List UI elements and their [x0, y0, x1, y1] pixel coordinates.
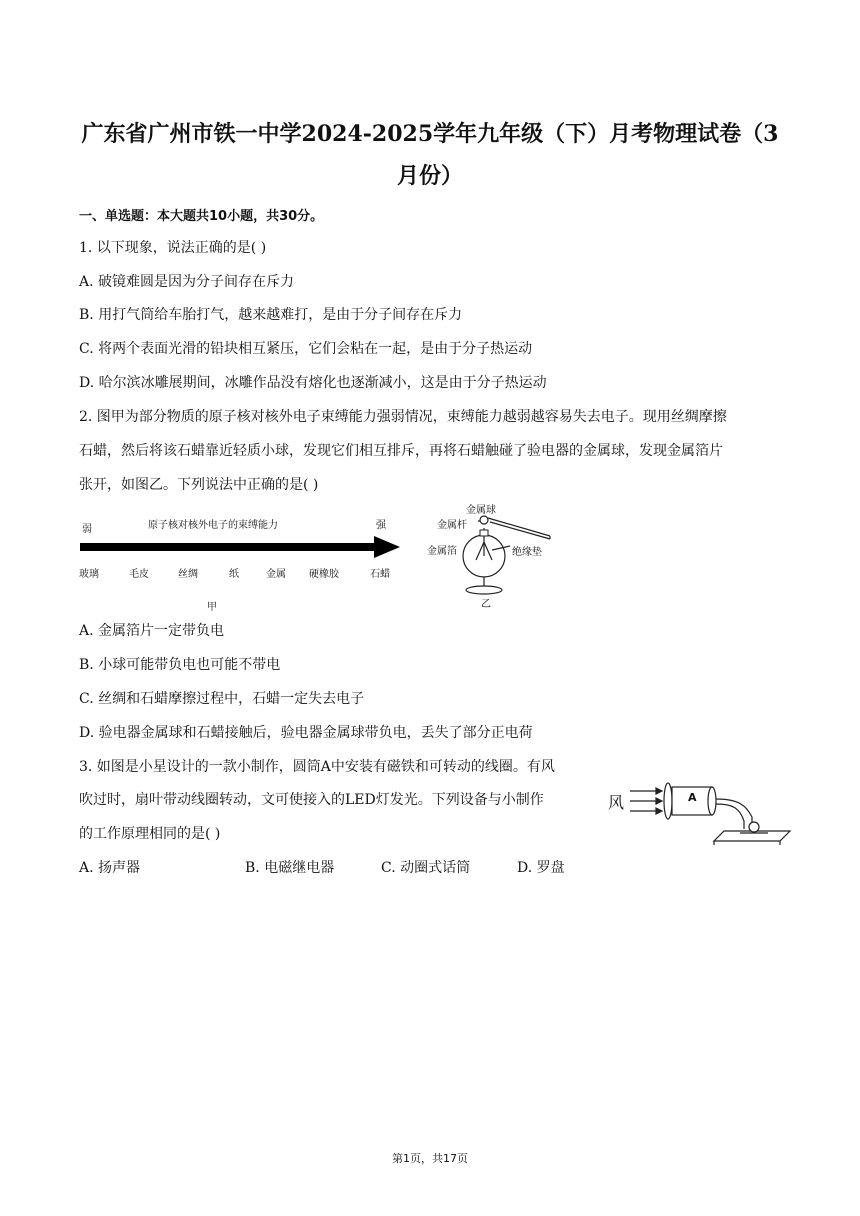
q3-option-a: A. 扬声器: [79, 860, 141, 876]
generator-model-drawing: [628, 777, 792, 849]
q2-option-a: A. 金属箔片一定带负电: [79, 623, 225, 639]
section-heading: 一、单选题：本大题共10小题，共30分。: [79, 209, 324, 224]
q2-stem-line-2: 石蜡，然后将该石蜡靠近轻质小球，发现它们相互排斥，再将石蜡触碰了验电器的金属球，发现金属箔片: [79, 443, 723, 459]
q2-stem-line-1: 2. 图甲为部分物质的原子核对核外电子束缚能力强弱情况，束缚能力越弱越容易失去电子。现用丝绸摩擦: [79, 409, 727, 425]
q1-option-a: A. 破镜难圆是因为分子间存在斥力: [79, 274, 295, 290]
arrow-label: 原子核对核外电子的束缚能力: [148, 520, 278, 531]
metal-foil-label: 金属箔: [427, 546, 457, 557]
q2-option-b: B. 小球可能带负电也可能不带电: [79, 657, 281, 673]
metal-ball-label: 金属球: [466, 505, 496, 516]
q3-option-d: D. 罗盘: [517, 860, 565, 876]
material-glass: 玻璃: [79, 569, 99, 580]
wind-label: 风: [608, 793, 625, 812]
strength-arrow: [78, 536, 402, 558]
q3-stem-line-2: 吹过时，扇叶带动线圈转动，文可使接入的LED灯发光。下列设备与小制作: [79, 792, 544, 808]
material-silk: 丝绸: [178, 569, 198, 580]
cylinder-a-label: A: [688, 791, 697, 804]
strong-label: 强: [376, 520, 386, 531]
q3-option-b: B. 电磁继电器: [245, 860, 335, 876]
q3-option-c: C. 动圈式话筒: [381, 860, 471, 876]
insulating-pad-label: 绝缘垫: [512, 547, 542, 558]
page-title-line-2: 月份）: [396, 163, 463, 189]
q1-option-c: C. 将两个表面光滑的铅块相互紧压，它们会粘在一起，是由于分子热运动: [79, 341, 533, 357]
material-paraffin: 石蜡: [370, 569, 390, 580]
q3-stem-line-1: 3. 如图是小星设计的一款小制作，圆筒A中安装有磁铁和可转动的线圈。有风: [79, 759, 555, 775]
figure-jia-caption: 甲: [207, 602, 217, 613]
electroscope-drawing: [440, 508, 560, 603]
material-fur: 毛皮: [129, 569, 149, 580]
q3-stem-line-3: 的工作原理相同的是( ): [79, 826, 221, 842]
page-title-line-1: 广东省广州市铁一中学2024-2025学年九年级（下）月考物理试卷（3: [81, 121, 779, 147]
material-hard-rubber: 硬橡胶: [309, 569, 339, 580]
q1-option-b: B. 用打气筒给车胎打气，越来越难打，是由于分子间存在斥力: [79, 307, 463, 323]
metal-rod-label: 金属杆: [437, 520, 467, 531]
material-paper: 纸: [229, 569, 239, 580]
weak-label: 弱: [82, 524, 92, 535]
figure-yi-caption: 乙: [481, 599, 491, 610]
q2-stem-line-3: 张开，如图乙。下列说法中正确的是( ): [79, 477, 319, 493]
q1-option-d: D. 哈尔滨冰雕展期间，冰雕作品没有熔化也逐渐减小，这是由于分子热运动: [79, 375, 547, 391]
q2-option-d: D. 验电器金属球和石蜡接触后，验电器金属球带负电，丢失了部分正电荷: [79, 725, 533, 741]
material-metal: 金属: [266, 569, 286, 580]
q2-option-c: C. 丝绸和石蜡摩擦过程中，石蜡一定失去电子: [79, 691, 365, 707]
q1-stem: 1. 以下现象，说法正确的是( ): [79, 240, 267, 256]
page-footer: 第1页，共17页: [392, 1152, 468, 1165]
